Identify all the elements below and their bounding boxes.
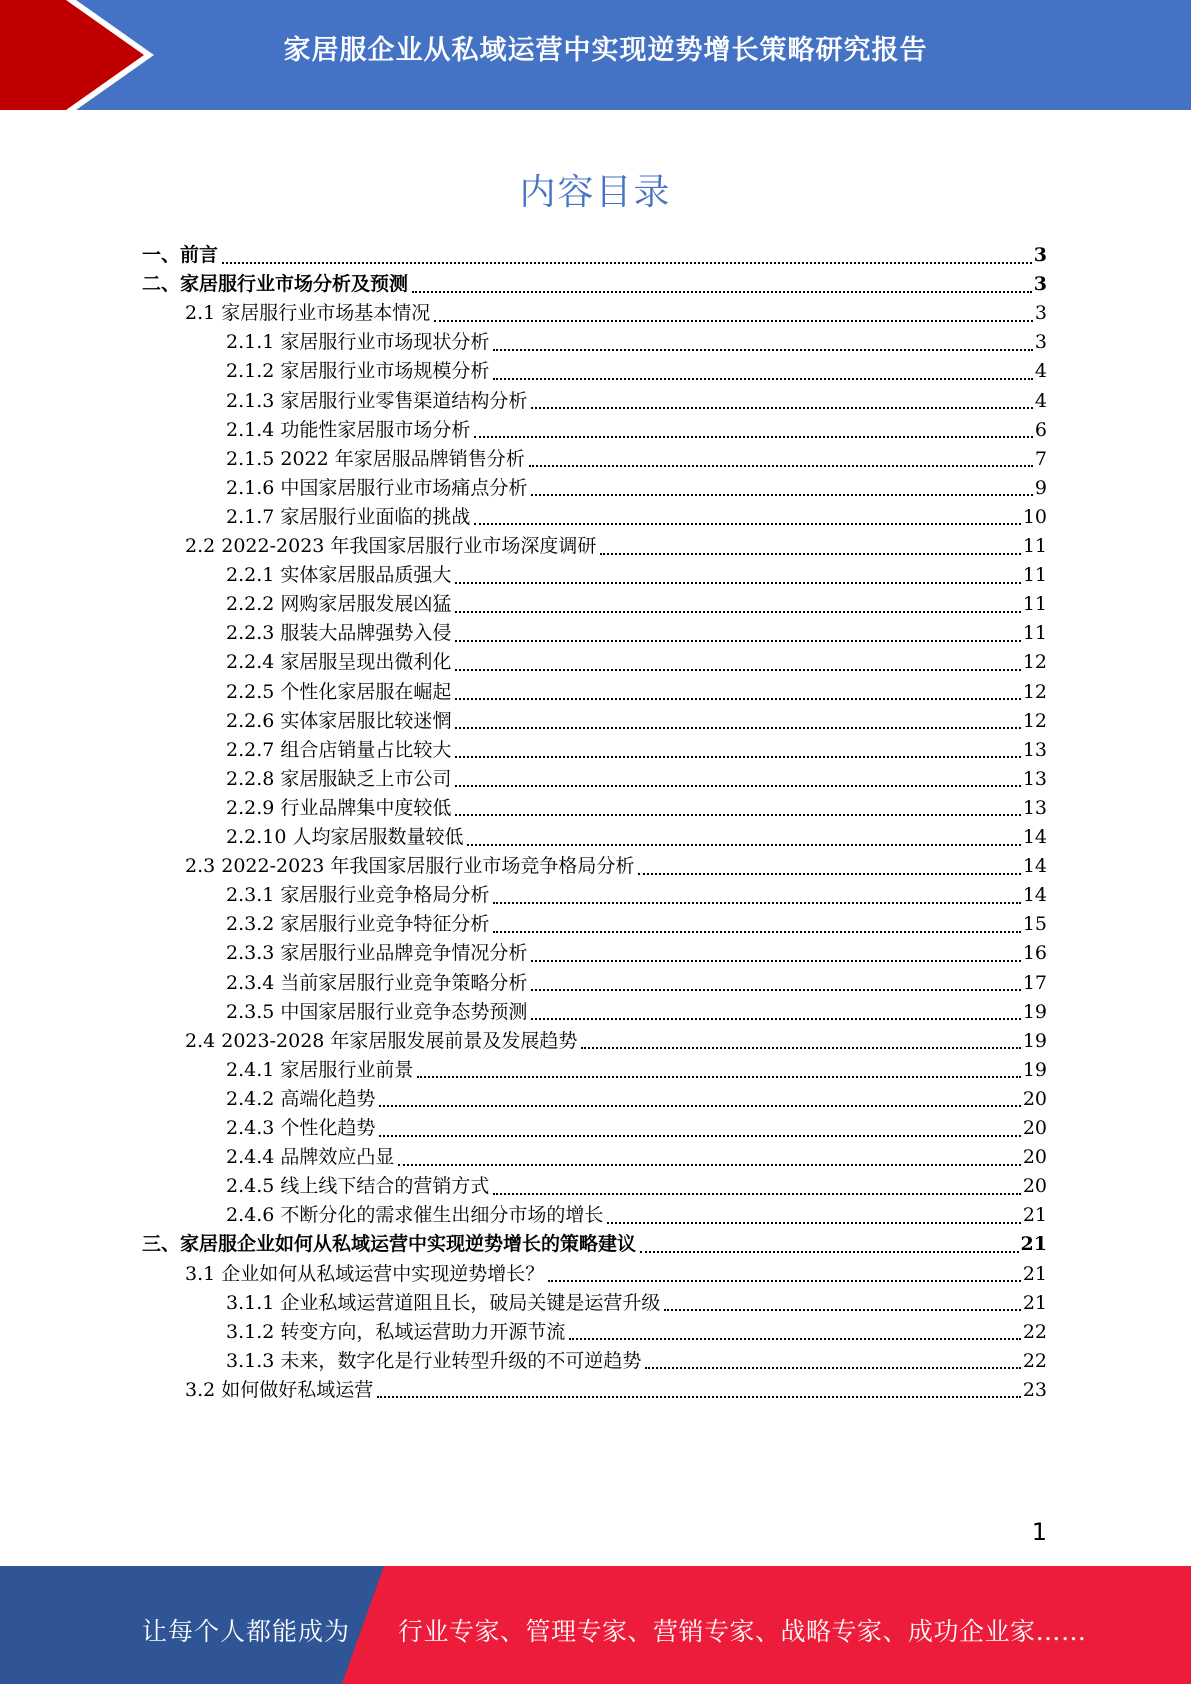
toc-entry-title: 2.2.4 家居服呈现出微利化 — [226, 651, 452, 674]
toc-entry-title: 2.2.8 家居服缺乏上市公司 — [226, 767, 452, 790]
toc-entry-title: 3.1.3 未来，数字化是行业转型升级的不可逆趋势 — [226, 1349, 642, 1372]
toc-entry-page: 4 — [1034, 389, 1047, 412]
toc-entry[interactable] — [226, 589, 1047, 619]
toc-dot-leader — [664, 1308, 1020, 1311]
toc-entry-page: 16 — [1022, 942, 1047, 965]
toc-entry[interactable] — [226, 1084, 1047, 1114]
toc-entry-title: 2.1.1 家居服行业市场现状分析 — [226, 331, 490, 354]
toc-entry[interactable] — [142, 240, 1047, 270]
toc-dot-leader — [455, 755, 1020, 758]
toc-entry[interactable] — [226, 1317, 1047, 1347]
toc-entry[interactable] — [226, 1346, 1047, 1376]
toc-dot-leader — [531, 959, 1020, 962]
header-banner — [0, 0, 1191, 110]
toc-entry-title: 2.2.2 网购家居服发展凶猛 — [226, 593, 452, 616]
toc-entry-page: 11 — [1022, 622, 1047, 645]
toc-entry-page: 23 — [1022, 1378, 1047, 1401]
toc-entry-title: 2.2.7 组合店销量占比较大 — [226, 738, 452, 761]
toc-entry-page: 3 — [1033, 244, 1047, 266]
toc-entry[interactable] — [226, 1171, 1047, 1201]
toc-dot-leader — [455, 813, 1020, 816]
toc-entry-title: 2.3.2 家居服行业竞争特征分析 — [226, 913, 490, 936]
toc-entry-page: 21 — [1022, 1291, 1047, 1314]
toc-entry-page: 17 — [1022, 971, 1047, 994]
toc-dot-leader — [379, 1134, 1020, 1137]
toc-entry-title: 2.1.6 中国家居服行业市场痛点分析 — [226, 476, 528, 499]
toc-dot-leader — [529, 464, 1033, 467]
toc-entry[interactable] — [142, 1229, 1047, 1259]
toc-entry-page: 14 — [1022, 826, 1047, 848]
toc-dot-leader — [493, 377, 1033, 380]
toc-entry-title: 2.1.5 2022 年家居服品牌销售分析 — [226, 447, 525, 470]
toc-entry[interactable] — [185, 298, 1047, 328]
toc-entry-title: 2.4.2 高端化趋势 — [226, 1087, 376, 1110]
toc-entry-page: 3 — [1034, 302, 1047, 325]
toc-dot-leader — [455, 639, 1020, 642]
toc-entry-page: 19 — [1022, 1058, 1047, 1081]
toc-entry-title: 2.1.2 家居服行业市场规模分析 — [226, 360, 490, 383]
toc-entry-page: 20 — [1022, 1087, 1047, 1110]
toc-entry[interactable] — [226, 793, 1047, 823]
toc-entry[interactable] — [226, 444, 1047, 474]
toc-entry-page: 3 — [1033, 273, 1047, 296]
toc-entry-page: 21 — [1020, 1233, 1047, 1256]
toc-entry-page: 21 — [1022, 1262, 1047, 1285]
toc-entry-page: 15 — [1022, 913, 1047, 936]
toc-dot-leader — [222, 261, 1032, 264]
toc-entry[interactable] — [226, 1200, 1047, 1230]
toc-entry-page: 4 — [1034, 360, 1047, 383]
toc-title: 内容目录 — [519, 172, 672, 213]
toc-entry[interactable] — [226, 968, 1047, 998]
toc-entry-page: 6 — [1034, 418, 1047, 441]
toc-entry-title: 2.2.10 人均家居服数量较低 — [226, 826, 464, 848]
toc-entry-title: 2.4.5 线上线下结合的营销方式 — [226, 1175, 490, 1198]
toc-dot-leader — [455, 668, 1020, 671]
toc-entry[interactable] — [226, 938, 1047, 968]
toc-entry-page: 10 — [1022, 505, 1047, 528]
toc-entry-title: 3.2 如何做好私域运营 — [185, 1378, 374, 1401]
toc-dot-leader — [474, 435, 1033, 438]
toc-entry-page: 20 — [1022, 1117, 1047, 1139]
toc-dot-leader — [548, 1279, 1021, 1282]
toc-dot-leader — [638, 872, 1020, 875]
toc-entry-page: 11 — [1022, 593, 1047, 616]
toc-dot-leader — [600, 552, 1020, 555]
toc-dot-leader — [377, 1395, 1021, 1398]
toc-entry-title: 2.1.4 功能性家居服市场分析 — [226, 418, 471, 441]
toc-entry[interactable] — [226, 502, 1047, 532]
toc-entry-page: 22 — [1022, 1320, 1047, 1343]
toc-entry-title: 2.2.1 实体家居服品质强大 — [226, 564, 452, 587]
toc-entry[interactable] — [226, 997, 1047, 1027]
toc-entry[interactable] — [226, 1113, 1047, 1143]
toc-dot-leader — [531, 1017, 1020, 1020]
toc-entry-title: 2.1.3 家居服行业零售渠道结构分析 — [226, 389, 528, 412]
toc-dot-leader — [493, 1192, 1020, 1195]
toc-entry[interactable] — [226, 327, 1047, 357]
toc-entry-title: 2.4.1 家居服行业前景 — [226, 1058, 414, 1081]
toc-entry[interactable] — [185, 1026, 1047, 1056]
toc-entry-page: 12 — [1022, 709, 1047, 732]
toc-entry-title: 二、家居服行业市场分析及预测 — [142, 273, 409, 296]
footer-slogan-right: 行业专家、管理专家、营销专家、战略专家、成功企业家…… — [398, 1617, 1087, 1646]
toc-entry[interactable] — [226, 1055, 1047, 1085]
toc-entry[interactable] — [185, 1259, 1047, 1289]
toc-entry-page: 14 — [1022, 884, 1047, 907]
toc-entry[interactable] — [226, 880, 1047, 910]
toc-entry[interactable] — [226, 386, 1047, 416]
toc-entry-page: 13 — [1022, 796, 1047, 819]
toc-entry-page: 13 — [1022, 767, 1047, 790]
toc-entry-title: 2.3 2022-2023 年我国家居服行业市场竞争格局分析 — [185, 855, 635, 878]
toc-dot-leader — [607, 1221, 1020, 1224]
toc-entry-page: 3 — [1034, 331, 1047, 354]
toc-dot-leader — [474, 522, 1020, 525]
toc-entry-title: 2.2.6 实体家居服比较迷惘 — [226, 709, 452, 732]
toc-entry[interactable] — [226, 647, 1047, 677]
toc-entry-title: 3.1.2 转变方向，私域运营助力开源节流 — [226, 1320, 566, 1343]
toc-dot-leader — [379, 1104, 1020, 1107]
toc-entry-title: 2.3.1 家居服行业竞争格局分析 — [226, 884, 490, 907]
toc-dot-leader — [531, 406, 1033, 409]
toc-entry-page: 22 — [1022, 1349, 1047, 1372]
toc-entry-title: 一、前言 — [142, 244, 219, 266]
toc-entry-title: 2.2 2022-2023 年我国家居服行业市场深度调研 — [185, 535, 597, 557]
toc-entry-title: 3.1 企业如何从私域运营中实现逆势增长？ — [185, 1262, 545, 1285]
toc-entry-page: 11 — [1022, 535, 1047, 557]
toc-entry[interactable] — [226, 473, 1047, 503]
toc-dot-leader — [455, 581, 1020, 584]
toc-dot-leader — [467, 843, 1020, 846]
toc-entry-page: 12 — [1022, 680, 1047, 703]
toc-entry-page: 9 — [1034, 476, 1047, 499]
toc-entry-title: 2.3.5 中国家居服行业竞争态势预测 — [226, 1000, 528, 1023]
toc-entry[interactable] — [226, 735, 1047, 765]
page-number: 1 — [1031, 1518, 1047, 1546]
footer-banner — [0, 1566, 1191, 1684]
toc-entry-title: 2.4.6 不断分化的需求催生出细分市场的增长 — [226, 1204, 604, 1227]
toc-entry-title: 三、家居服企业如何从私域运营中实现逆势增长的策略建议 — [142, 1233, 637, 1256]
toc-dot-leader — [531, 988, 1020, 991]
toc-entry-title: 2.1.7 家居服行业面临的挑战 — [226, 505, 471, 528]
toc-entry[interactable] — [226, 822, 1047, 852]
report-title: 家居服企业从私域运营中实现逆势增长策略研究报告 — [283, 35, 928, 66]
toc-entry[interactable] — [226, 706, 1047, 736]
toc-entry-page: 14 — [1022, 855, 1047, 878]
toc-dot-leader — [455, 610, 1020, 613]
toc-dot-leader — [412, 290, 1032, 293]
toc-entry[interactable] — [226, 1142, 1047, 1172]
toc-dot-leader — [569, 1337, 1020, 1340]
footer-slogan-left: 让每个人都能成为 — [142, 1617, 351, 1646]
toc-entry[interactable] — [226, 677, 1047, 707]
toc-entry-title: 2.2.9 行业品牌集中度较低 — [226, 796, 452, 819]
toc-entry-title: 2.2.3 服装大品牌强势入侵 — [226, 622, 452, 645]
toc-entry-page: 13 — [1022, 738, 1047, 761]
toc-entry-title: 2.3.4 当前家居服行业竞争策略分析 — [226, 971, 528, 994]
toc-entry[interactable] — [226, 415, 1047, 445]
toc-entry-page: 19 — [1022, 1000, 1047, 1023]
toc-entry[interactable] — [226, 356, 1047, 386]
toc-entry-title: 2.2.5 个性化家居服在崛起 — [226, 680, 452, 703]
toc-entry[interactable] — [226, 560, 1047, 590]
toc-entry-title: 2.3.3 家居服行业品牌竞争情况分析 — [226, 942, 528, 965]
toc-dot-leader — [493, 930, 1020, 933]
toc-entry-page: 21 — [1022, 1204, 1047, 1227]
toc-dot-leader — [493, 348, 1033, 351]
toc-dot-leader — [455, 726, 1020, 729]
toc-entry-title: 2.4.4 品牌效应凸显 — [226, 1146, 395, 1169]
toc-dot-leader — [645, 1366, 1020, 1369]
toc-dot-leader — [493, 901, 1020, 904]
header-red-chevron — [0, 0, 150, 110]
toc-entry-page: 19 — [1022, 1029, 1047, 1052]
toc-entry[interactable] — [185, 1375, 1047, 1405]
toc-entry[interactable] — [185, 851, 1047, 881]
toc-entry-title: 2.4 2023-2028 年家居服发展前景及发展趋势 — [185, 1029, 578, 1052]
toc-entry-page: 12 — [1022, 651, 1047, 674]
toc-dot-leader — [455, 784, 1020, 787]
toc-dot-leader — [531, 493, 1033, 496]
toc-entry-page: 20 — [1022, 1175, 1047, 1198]
toc-dot-leader — [581, 1046, 1020, 1049]
toc-entry[interactable] — [142, 269, 1047, 299]
toc-dot-leader — [455, 697, 1020, 700]
toc-dot-leader — [417, 1075, 1020, 1078]
toc-dot-leader — [640, 1250, 1019, 1253]
toc-entry[interactable] — [185, 531, 1047, 561]
toc-entry[interactable] — [226, 1288, 1047, 1318]
toc-entry-title: 2.4.3 个性化趋势 — [226, 1117, 376, 1139]
toc-entry[interactable] — [226, 764, 1047, 794]
toc-entry-title: 3.1.1 企业私域运营道阻且长，破局关键是运营升级 — [226, 1291, 661, 1314]
toc-entry-page: 20 — [1022, 1146, 1047, 1169]
toc-entry[interactable] — [226, 909, 1047, 939]
toc-dot-leader — [434, 319, 1033, 322]
toc-dot-leader — [398, 1163, 1020, 1166]
toc-entry-title: 2.1 家居服行业市场基本情况 — [185, 302, 431, 325]
toc-entry-page: 11 — [1022, 564, 1047, 587]
toc-entry-page: 7 — [1034, 447, 1047, 470]
toc-entry[interactable] — [226, 618, 1047, 648]
